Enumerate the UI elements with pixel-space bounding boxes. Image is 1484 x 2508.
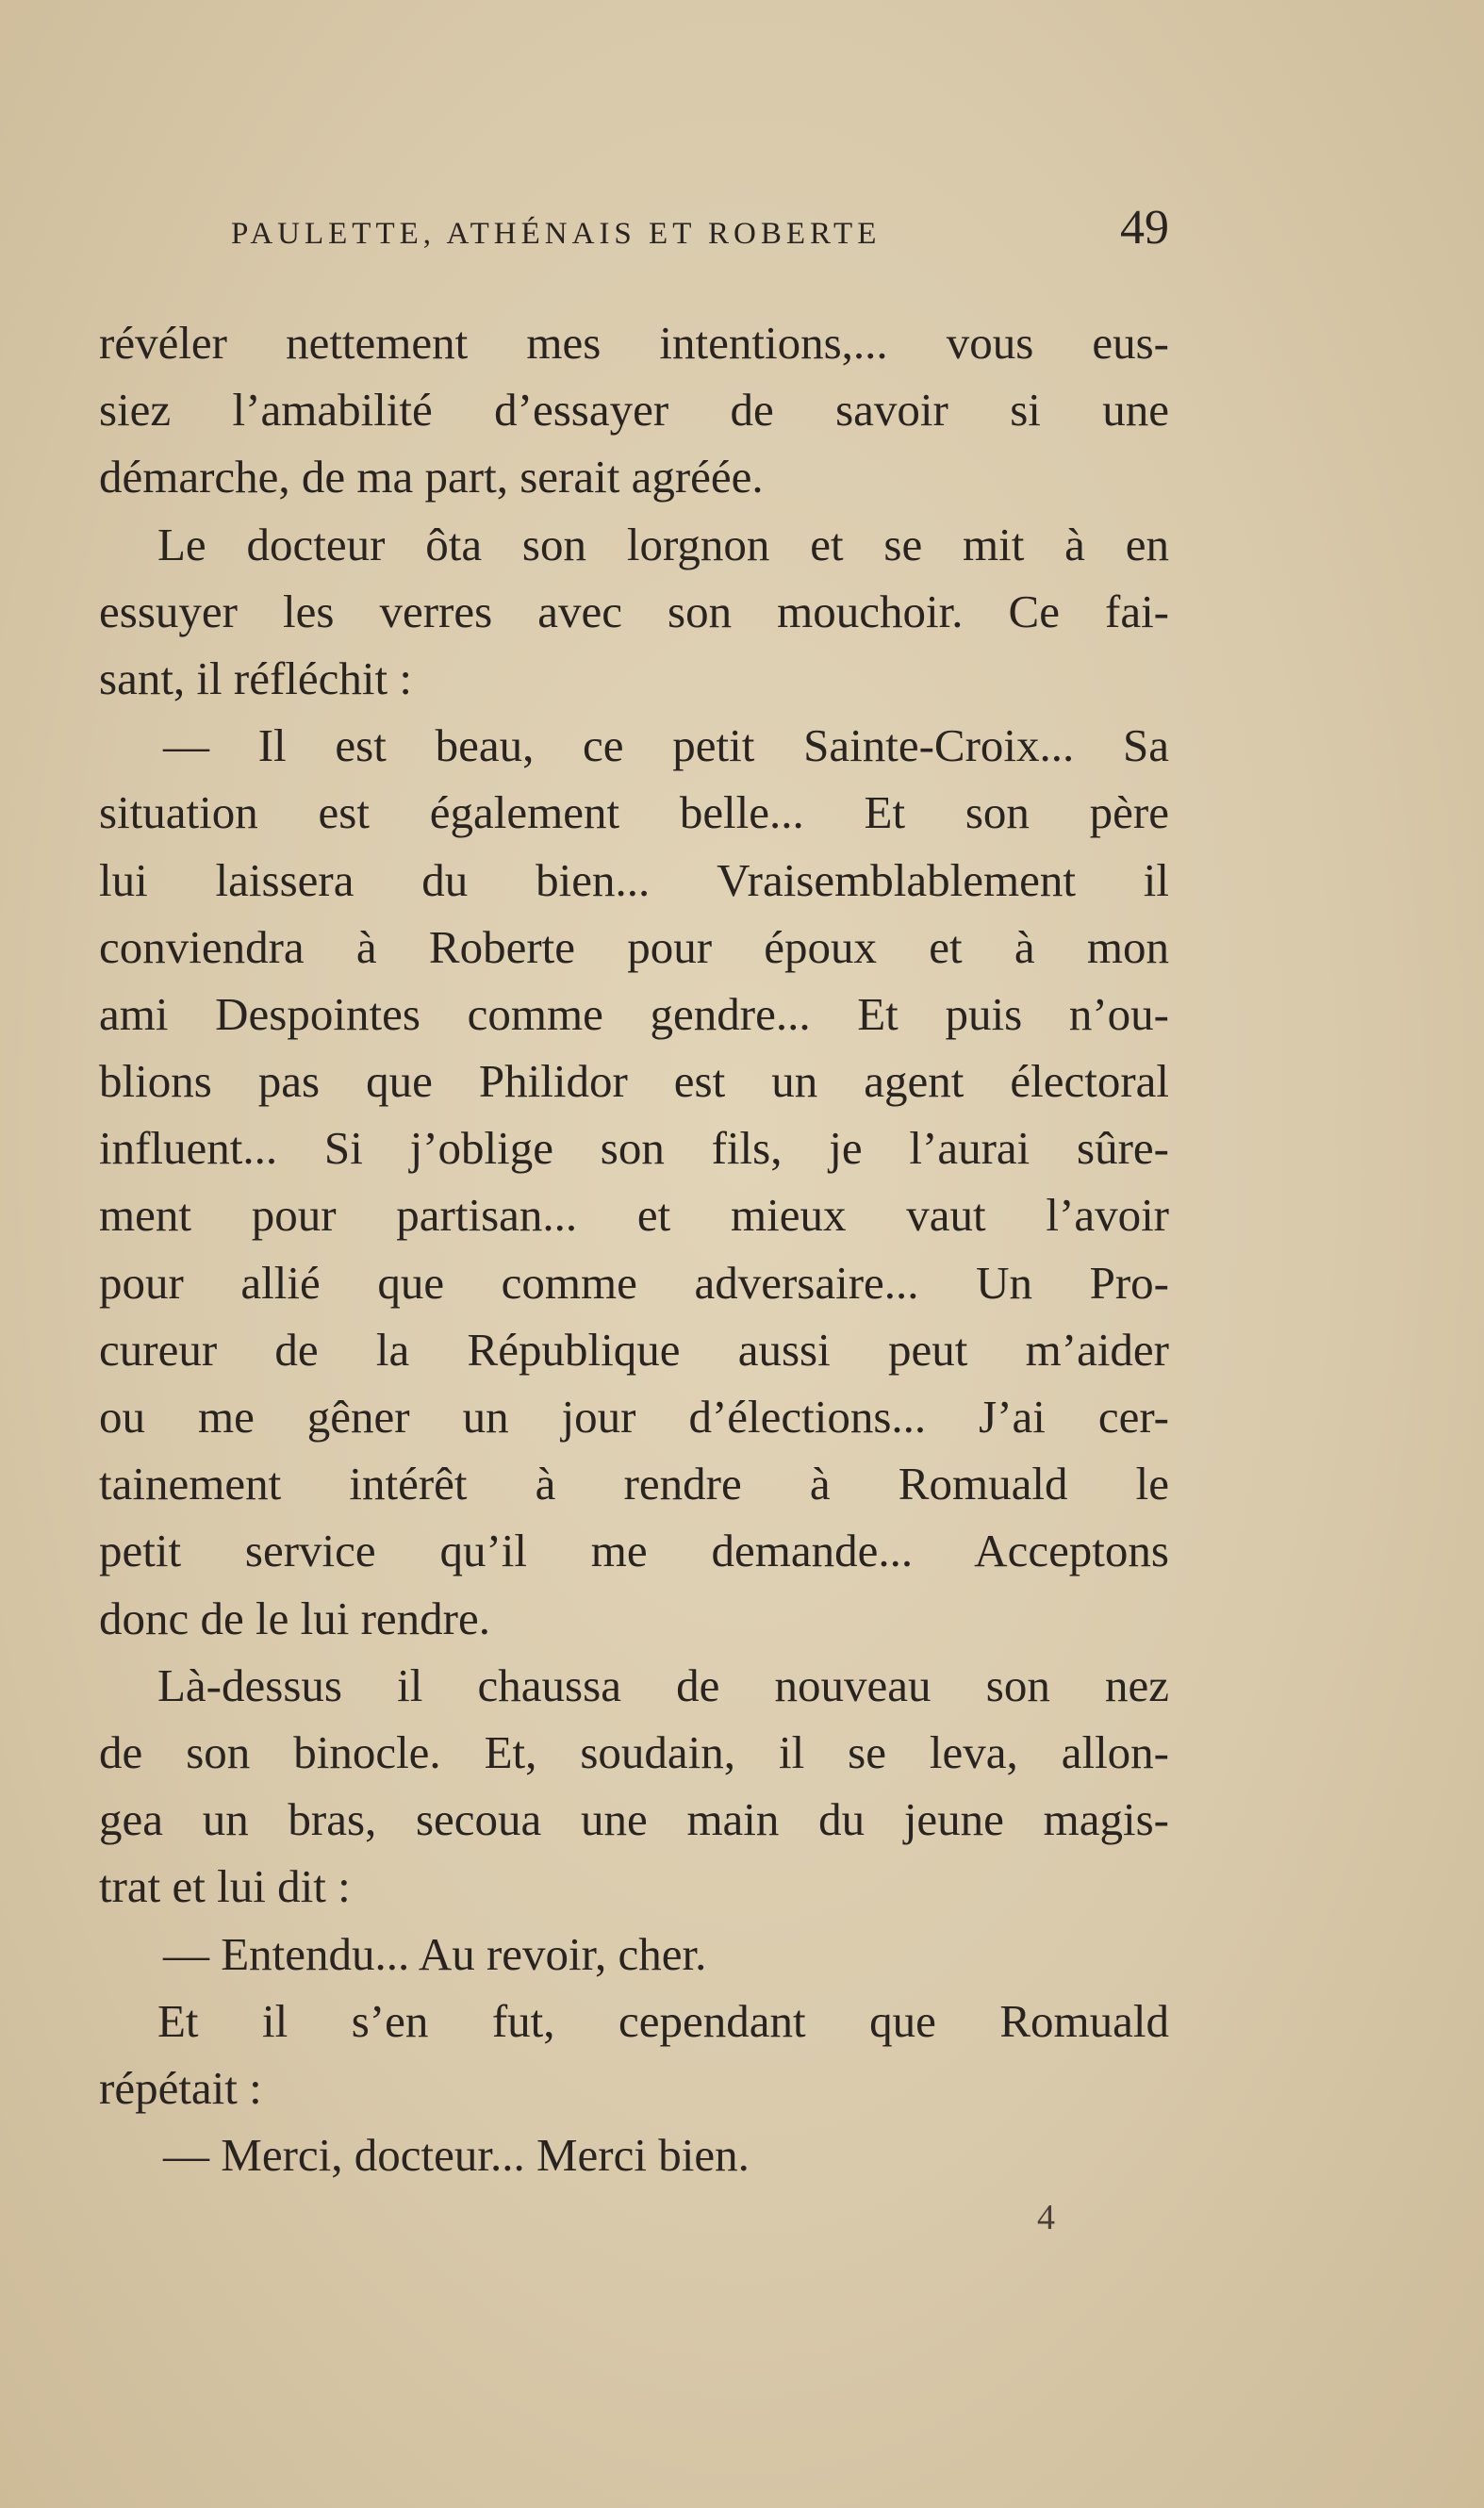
text-line: situation est également belle... Et son père [99,786,1169,839]
text-line: trat et lui dit : [99,1860,351,1913]
text-line: — Entendu... Au revoir, cher. [163,1927,707,1980]
text-line: répétait : [99,2061,262,2114]
text-line: ou me gêner un jour d’élections... J’ai cer- [99,1391,1169,1443]
text-line: ami Despointes comme gendre... Et puis n’ou- [99,987,1169,1040]
text-line: de son binocle. Et, soudain, il se leva, allon- [99,1725,1169,1778]
text-line: lui laissera du bien... Vraisemblablement il [99,853,1169,906]
text-line: sant, il réfléchit : [99,652,412,704]
text-line: conviendra à Roberte pour époux et à mon [99,920,1169,973]
text-line: — Merci, docteur... Merci bien. [163,2129,750,2182]
text-line: essuyer les verres avec son mouchoir. Ce fai- [99,585,1169,637]
text-line: Et il s’en fut, cependant que Romuald [157,1994,1169,2047]
text-line: Le docteur ôta son lorgnon et se mit à en [157,518,1169,570]
page-header [231,200,1169,262]
signature-mark: 4 [1037,2198,1055,2237]
text-line: gea un bras, secoua une main du jeune magis- [99,1793,1169,1846]
text-line: — Il est beau, ce petit Sainte-Croix... Sa [163,719,1169,772]
text-line: siez l’amabilité d’essayer de savoir si une [99,384,1169,437]
text-line: révéler nettement mes intentions,... vous eus- [99,317,1169,369]
text-line: cureur de la République aussi peut m’aider [99,1323,1169,1376]
text-line: donc de le lui rendre. [99,1592,490,1644]
text-line: ment pour partisan... et mieux vaut l’avoir [99,1189,1169,1242]
text-line: petit service qu’il me demande... Acceptons [99,1525,1169,1577]
text-line: démarche, de ma part, serait agréée. [99,451,764,503]
body-text [99,309,1169,2188]
text-line: Là-dessus il chaussa de nouveau son nez [157,1658,1169,1711]
page-number: 49 [1120,201,1169,255]
text-line: influent... Si j’oblige son fils, je l’aurai sûre- [99,1122,1169,1175]
text-line: blions pas que Philidor est un agent électoral [99,1055,1169,1108]
text-line: tainement intérêt à rendre à Romuald le [99,1458,1169,1510]
running-title: PAULETTE, ATHÉNAIS ET ROBERTE [231,217,882,251]
text-line: pour allié que comme adversaire... Un Pro- [99,1256,1169,1309]
